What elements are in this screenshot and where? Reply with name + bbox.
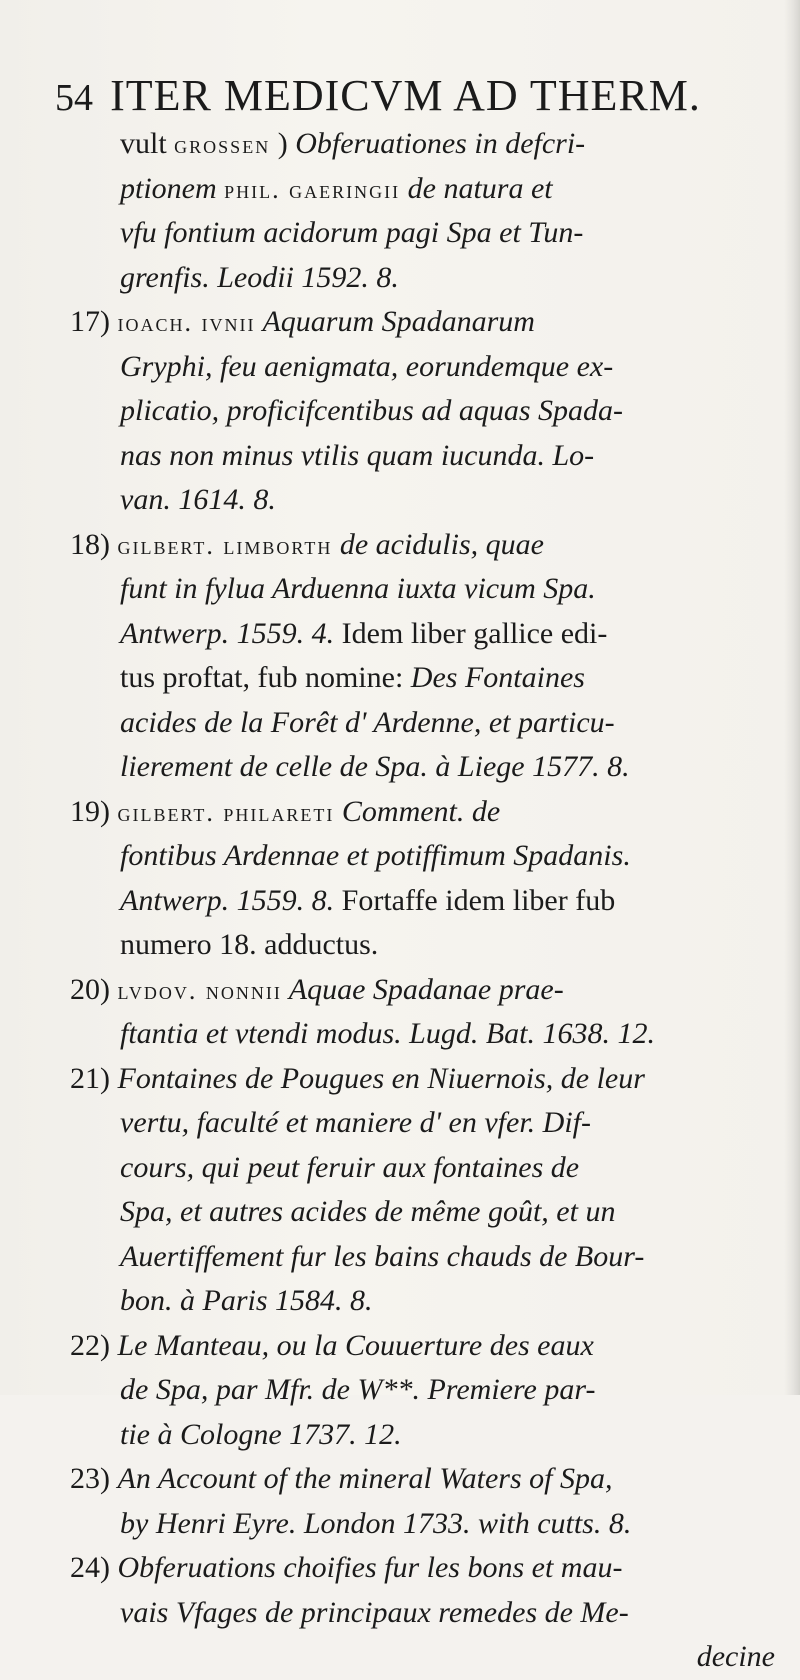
italic-text: nas non minus vtilis quam iucunda. Lo- (120, 438, 595, 472)
italic-text: fontibus Ardennae et potiffimum Spadanis. (120, 839, 631, 872)
text-line (70, 612, 775, 657)
italic-text: decine (696, 1640, 775, 1673)
page-edge-shadow (784, 0, 800, 1395)
text-line (70, 701, 775, 746)
text-line (70, 300, 775, 345)
italic-text: plicatio, proficifcentibus ad aquas Spada- (120, 394, 624, 427)
text-line (70, 1235, 775, 1280)
italic-text: Antwerp. 1559. 8. (120, 883, 335, 917)
author-name: gilbert. limborth (117, 530, 333, 560)
text-line (70, 256, 775, 301)
italic-text: de Spa, par Mfr. de W**. Premiere par- (120, 1373, 596, 1406)
roman-text: Idem liber gallice edi- (334, 616, 608, 650)
italic-text: de acidulis, quae (332, 527, 544, 561)
text-line (70, 1368, 775, 1413)
text-line (70, 1279, 775, 1324)
text-line (70, 1057, 775, 1102)
text-line (70, 211, 775, 256)
text-line (70, 434, 775, 479)
text-line (70, 345, 775, 390)
text-line (70, 167, 775, 212)
roman-text: 24) (70, 1551, 118, 1584)
roman-text: numero 18. adductus. (120, 928, 379, 961)
italic-text: cours, qui peut feruir aux fontaines de (120, 1150, 580, 1184)
bibliography-text (70, 122, 775, 1680)
italic-text: Aquae Spadanae prae- (281, 972, 564, 1006)
italic-text: Le Manteau, ou la Couuerture des eaux (117, 1328, 594, 1362)
text-line (70, 1591, 775, 1636)
author-name: grossen (174, 130, 271, 159)
roman-text: 21) (70, 1061, 118, 1095)
italic-text: Fontaines de Pougues en Niuernois, de leur (117, 1061, 645, 1095)
italic-text: Obferuations choifies fur les bons et mau- (117, 1551, 623, 1584)
roman-text: 17) (70, 305, 118, 338)
text-line (70, 923, 775, 968)
italic-text: Gryphi, feu aenigmata, eorundemque ex- (120, 349, 614, 383)
roman-text: 20) (70, 972, 118, 1006)
text-line (70, 478, 775, 523)
text-line (70, 1190, 775, 1235)
roman-text: 23) (70, 1462, 118, 1495)
text-line (70, 1012, 775, 1057)
roman-text: 18) (70, 527, 118, 561)
text-line (70, 1101, 775, 1146)
text-line (70, 1546, 775, 1591)
italic-text: vais Vfages de principaux remedes de Me- (120, 1595, 629, 1629)
italic-text: ptionem (120, 171, 225, 205)
italic-text: vfu fontium acidorum pagi Spa et Tun- (120, 216, 584, 249)
text-line (70, 790, 775, 835)
italic-text: Antwerp. 1559. 4. (120, 616, 335, 650)
text-line (70, 1635, 775, 1680)
italic-text: Aquarum Spadanarum (255, 305, 535, 338)
italic-text: van. 1614. 8. (120, 483, 276, 516)
italic-text: funt in fylua Arduenna iuxta vicum Spa. (120, 572, 596, 605)
running-head (55, 70, 775, 120)
text-line (70, 1324, 775, 1369)
text-line (70, 1502, 775, 1547)
italic-text: ftantia et vtendi modus. Lugd. Bat. 1638. 12. (120, 1017, 655, 1050)
roman-text: vult (120, 127, 175, 160)
italic-text: Des Fontaines (410, 661, 585, 694)
italic-text: by Henri Eyre. London 1733. with cutts. 8. (120, 1506, 632, 1540)
italic-text: lierement de celle de Spa. à Liege 1577. 8. (120, 750, 630, 783)
italic-text: bon. à Paris 1584. 8. (120, 1284, 373, 1317)
author-name: lvdov. nonnii (117, 975, 282, 1005)
text-line (70, 745, 775, 790)
page-number: 54 (55, 77, 93, 119)
running-title: ITER MEDICVM AD THERM. (110, 71, 701, 120)
roman-text: 22) (70, 1328, 118, 1362)
italic-text: tie à Cologne 1737. 12. (120, 1417, 402, 1451)
roman-text: Fortaffe idem liber fub (334, 883, 616, 917)
text-line (70, 567, 775, 612)
italic-text: Spa, et autres acides de même goût, et un (120, 1195, 616, 1228)
italic-text: Auertiffement fur les bains chauds de Bour- (120, 1239, 645, 1273)
text-line (70, 656, 775, 701)
text-line (70, 122, 775, 167)
italic-text: acides de la Forêt d' Ardenne, et particu- (120, 705, 615, 739)
text-line (70, 523, 775, 568)
roman-text: 19) (70, 794, 118, 828)
roman-text: ) (270, 127, 296, 160)
italic-text: grenfis. Leodii 1592. 8. (120, 260, 399, 294)
text-line (70, 389, 775, 434)
author-name: gilbert. philareti (117, 797, 335, 827)
author-name: phil. gaeringii (224, 174, 401, 204)
italic-text: de natura et (400, 171, 553, 205)
italic-text: An Account of the mineral Waters of Spa, (117, 1462, 613, 1495)
author-name: ioach. ivnii (117, 308, 256, 337)
text-line (70, 879, 775, 924)
text-line (70, 1457, 775, 1502)
text-line (70, 1413, 775, 1458)
italic-text: vertu, faculté et maniere d' en vfer. Dif- (120, 1106, 591, 1139)
text-line (70, 834, 775, 879)
roman-text: tus proftat, fub nomine: (120, 661, 411, 694)
italic-text: Obferuationes in defcri- (295, 127, 586, 160)
text-line (70, 1146, 775, 1191)
text-line (70, 968, 775, 1013)
italic-text: Comment. de (334, 794, 501, 828)
